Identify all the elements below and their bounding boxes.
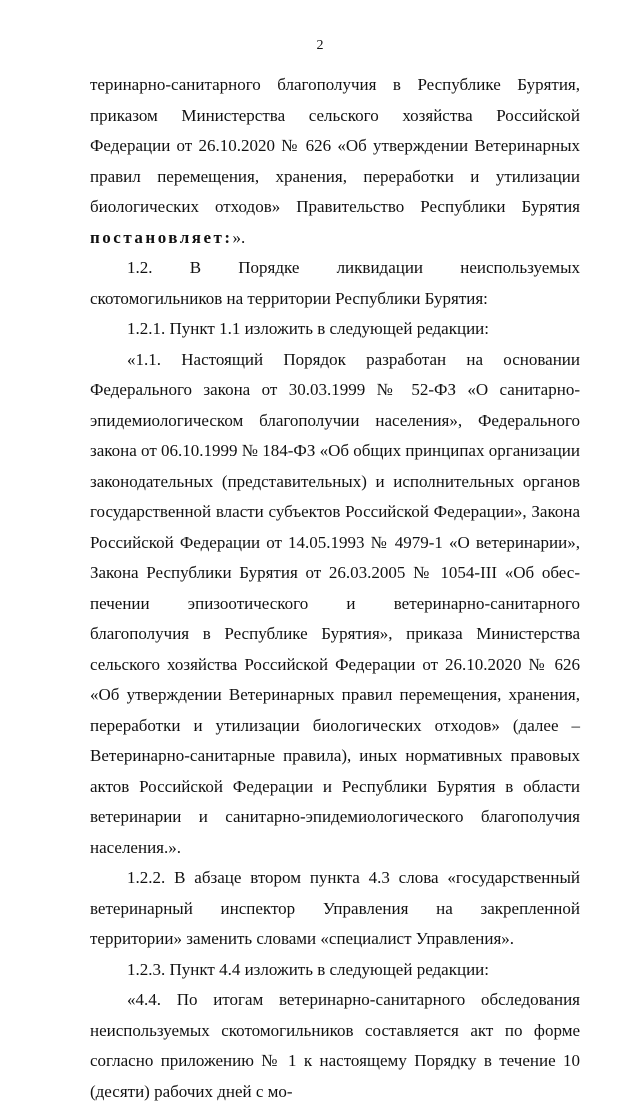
paragraph-item-1-2-1: 1.2.1. Пункт 1.1 изложить в следующей редакции: — [127, 319, 489, 338]
page-number: 2 — [316, 38, 324, 53]
paragraph-text: теринарно-санитарного благополучия в Республике Бурятия, приказом Министерства сельского хозяйства Российской Федерации от 26.10.2020 № 626 «Об утверждении Ветеринарных правил перемещения, хранения, переработки и утилизации биологических отходов» Правительство Республики Бурятия — [90, 75, 580, 216]
paragraph-clause-1-1: «1.1. Настоящий Порядок разработан на основании Федерального закона от 30.03.1999 № 52-ФЗ «О санитарно-эпидемиологическом благополучии населения», Федерального закона от 06.10.1999 № 184-ФЗ «Об общих принципах организации законодательных (представительных) и исполнительных органов государственной власти субъектов Российской Федерации», Закона Российской Федерации от 14.05.1993 № 4979-1 «О ветеринарии», Закона Республики Бурятия от 26.03.2005 № 1054-III «Об обеспечении эпизоотического и ветеринарно-санитарного благополучия в Республике Бурятия», приказа Министерства сельского хозяйства Российской Федерации от 26.10.2020 № 626 «Об утверждении Ветеринарных правил перемещения, хранения, переработки и утилизации биологических отходов» (далее – Ветеринарно-санитарные правила), иных нормативных правовых актов Российской Федерации и Республики Бурятия в области ветеринарии и санитарно-эпидемиологического благополучия населения.». — [90, 349, 580, 857]
paragraph-item-1-2-3: 1.2.3. Пункт 4.4 изложить в следующей редакции: — [127, 959, 489, 979]
paragraph-tail: ». — [232, 227, 246, 247]
paragraph-item-1-2: 1.2. В Порядке ликвидации неиспользуемых скотомогильников на территории Республики Бурятия: — [90, 258, 580, 308]
paragraph-clause-4-4: «4.4. По итогам ветеринарно-санитарного обследования неиспользуемых скотомогильников составляется акт по форме согласно приложению № 1 к настоящему Порядку в течение 10 (десяти) рабочих дней с мо- — [90, 990, 580, 1101]
paragraph-continuation — [90, 70, 580, 253]
paragraph-item-1-2-2: 1.2.2. В абзаце втором пункта 4.3 слова «государственный ветеринарный инспектор Управления на закрепленной территории» заменить словами «специалист Управления». — [90, 868, 580, 948]
resolution-keyword: постановляет: — [90, 227, 233, 247]
document-body — [90, 70, 580, 1107]
